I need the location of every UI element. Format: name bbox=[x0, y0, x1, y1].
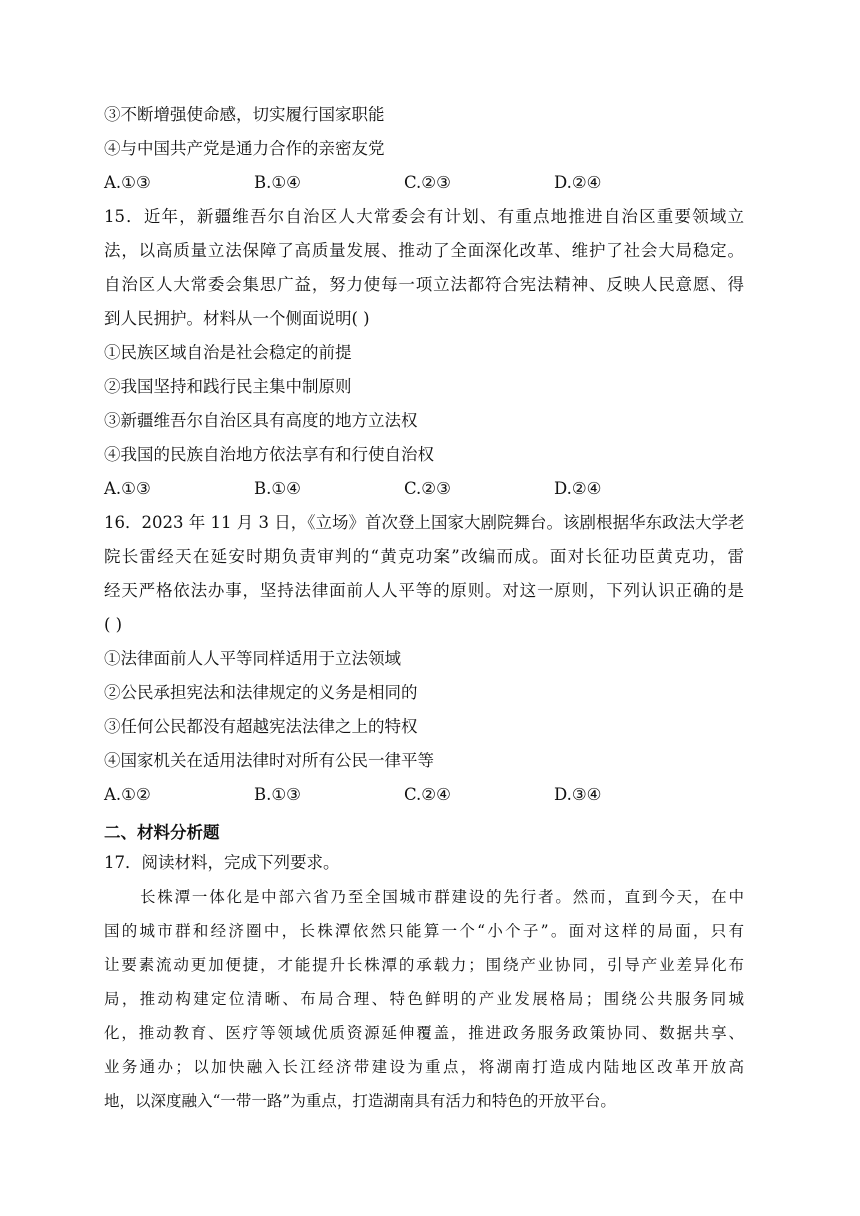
q17-material-line: 地，以深度融入“一带一路”为重点，打造湖南具有活力和特色的开放平台。 bbox=[104, 1092, 616, 1110]
q15-option-4: ④我国的民族自治地方依法享有和行使自治权 bbox=[104, 445, 434, 464]
section-heading: 二、材料分析题 bbox=[104, 823, 220, 842]
q14-option-3: ③不断增强使命感，切实履行国家职能 bbox=[104, 105, 385, 124]
choice-a: A.①③ bbox=[104, 173, 151, 192]
q15-choices bbox=[104, 478, 744, 500]
q14-choices bbox=[104, 172, 744, 194]
q15-option-3: ③新疆维吾尔自治区具有高度的地方立法权 bbox=[104, 411, 418, 430]
q15-stem-line: 15．近年，新疆维吾尔自治区人大常委会有计划、有重点地推进自治区重要领域立 bbox=[104, 207, 744, 226]
q16-option-1: ①法律面前人人平等同样适用于立法领域 bbox=[104, 649, 401, 668]
q15-stem-line: 法，以高质量立法保障了高质量发展、推动了全面深化改革、维护了社会大局稳定。 bbox=[104, 241, 744, 260]
choice-c: C.②④ bbox=[404, 785, 451, 804]
q17-material-line: 业务通办；以加快融入长江经济带建设为重点，将湖南打造成内陆地区改革开放高 bbox=[104, 1058, 744, 1076]
q16-stem-line: 经天严格依法办事，坚持法律面前人人平等的原则。对这一原则，下列认识正确的是 bbox=[104, 581, 744, 600]
q16-stem-line: 16．2023 年 11 月 3 日，《立场》首次登上国家大剧院舞台。该剧根据华东政法大学老 bbox=[104, 513, 745, 532]
choice-a: A.①③ bbox=[104, 479, 151, 498]
choice-b: B.①③ bbox=[254, 785, 301, 804]
choice-d: D.③④ bbox=[554, 785, 602, 804]
q17-material-line: 国的城市群和经济圈中，长株潭依然只能算一个“小个子”。面对这样的局面，只有 bbox=[104, 922, 744, 940]
q17-material-line: 让要素流动更加便捷，才能提升长株潭的承载力；围绕产业协同，引导产业差异化布 bbox=[104, 956, 744, 974]
choice-c: C.②③ bbox=[404, 479, 451, 498]
choice-b: B.①④ bbox=[254, 479, 301, 498]
q15-option-2: ②我国坚持和践行民主集中制原则 bbox=[104, 377, 352, 396]
q17-material-line: 局，推动构建定位清晰、布局合理、特色鲜明的产业发展格局；围绕公共服务同城 bbox=[104, 990, 744, 1008]
q17-material-line: 长株潭一体化是中部六省乃至全国城市群建设的先行者。然而，直到今天，在中 bbox=[140, 888, 744, 906]
choice-d: D.②④ bbox=[554, 479, 602, 498]
choice-c: C.②③ bbox=[404, 173, 451, 192]
q17-material-line: 化，推动教育、医疗等领域优质资源延伸覆盖，推进政务服务政策协同、数据共享、 bbox=[104, 1024, 744, 1042]
choice-d: D.②④ bbox=[554, 173, 602, 192]
q15-stem-line: 到人民拥护。材料从一个侧面说明( ) bbox=[104, 309, 370, 328]
choice-b: B.①④ bbox=[254, 173, 301, 192]
q15-stem-line: 自治区人大常委会集思广益，努力使每一项立法都符合宪法精神、反映人民意愿、得 bbox=[104, 275, 744, 294]
q17-stem: 17．阅读材料，完成下列要求。 bbox=[104, 853, 340, 872]
q16-stem-line: ( ) bbox=[104, 615, 123, 634]
q16-choices bbox=[104, 784, 744, 806]
q16-option-3: ③任何公民都没有超越宪法法律之上的特权 bbox=[104, 717, 418, 736]
q16-option-2: ②公民承担宪法和法律规定的义务是相同的 bbox=[104, 683, 418, 702]
q16-option-4: ④国家机关在适用法律时对所有公民一律平等 bbox=[104, 751, 434, 770]
q16-stem-line: 院长雷经天在延安时期负责审判的“黄克功案”改编而成。面对长征功臣黄克功，雷 bbox=[104, 547, 744, 566]
q15-option-1: ①民族区域自治是社会稳定的前提 bbox=[104, 343, 352, 362]
q14-option-4: ④与中国共产党是通力合作的亲密友党 bbox=[104, 139, 385, 158]
choice-a: A.①② bbox=[104, 785, 151, 804]
